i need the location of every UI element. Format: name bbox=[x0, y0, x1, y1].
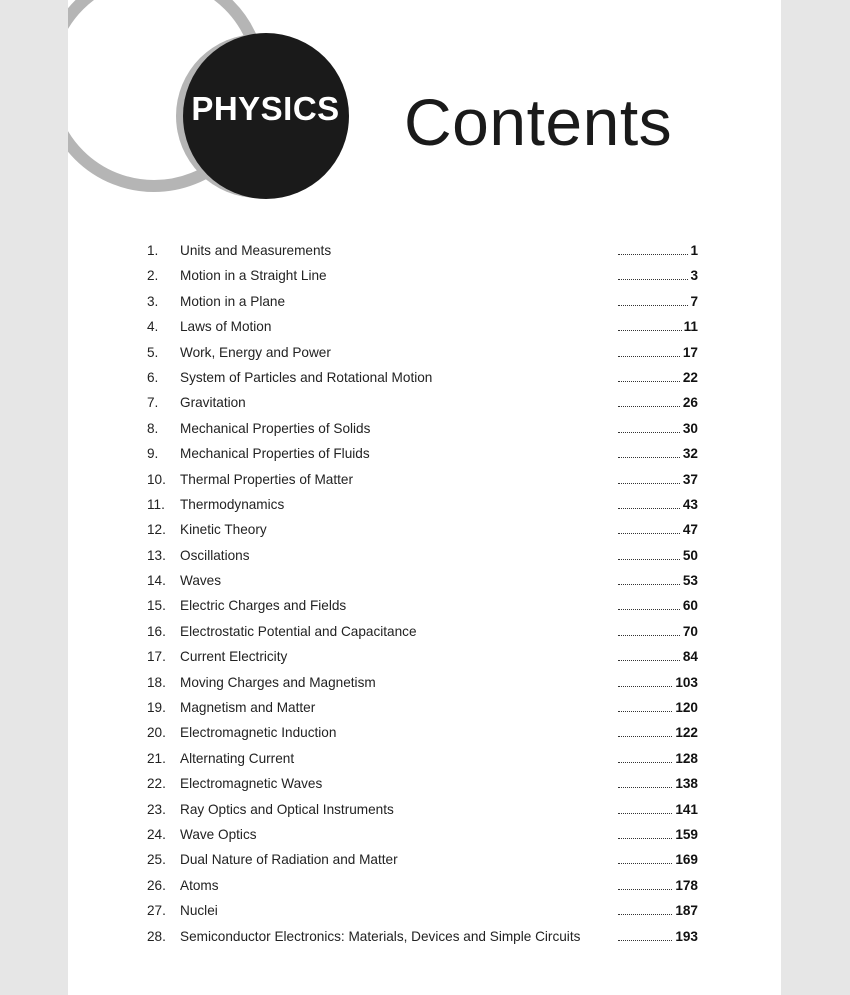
chapter-number: 3. bbox=[147, 293, 159, 309]
toc-entry[interactable] bbox=[68, 342, 781, 367]
chapter-title: Motion in a Plane bbox=[180, 293, 286, 309]
chapter-number: 20. bbox=[147, 725, 166, 741]
chapter-title: Thermal Properties of Matter bbox=[180, 471, 354, 487]
page-number: 128 bbox=[673, 748, 698, 769]
toc-entry[interactable] bbox=[68, 697, 781, 722]
chapter-title: Electric Charges and Fields bbox=[180, 598, 347, 614]
toc-entry[interactable] bbox=[68, 392, 781, 417]
chapter-number: 14. bbox=[147, 573, 166, 589]
chapter-number: 16. bbox=[147, 623, 166, 639]
page-number: 169 bbox=[673, 849, 698, 870]
page-number: 178 bbox=[673, 875, 698, 896]
chapter-number: 22. bbox=[147, 776, 166, 792]
chapter-number: 15. bbox=[147, 598, 166, 614]
chapter-number: 6. bbox=[147, 369, 159, 385]
page-number: 193 bbox=[673, 926, 698, 947]
toc-entry[interactable] bbox=[68, 494, 781, 519]
chapter-number: 1. bbox=[147, 243, 159, 258]
chapter-title: Moving Charges and Magnetism bbox=[180, 674, 376, 690]
chapter-number: 27. bbox=[147, 903, 166, 919]
chapter-title: System of Particles and Rotational Motion bbox=[180, 369, 433, 385]
chapter-number: 4. bbox=[147, 319, 159, 335]
chapter-title: Work, Energy and Power bbox=[180, 344, 331, 360]
page-number: 159 bbox=[673, 824, 698, 845]
page-number: 43 bbox=[681, 494, 698, 515]
page-number: 11 bbox=[682, 316, 698, 337]
page-number: 138 bbox=[673, 773, 698, 794]
chapter-number: 9. bbox=[147, 446, 159, 462]
chapter-number: 12. bbox=[147, 522, 166, 538]
chapter-title: Laws of Motion bbox=[180, 319, 272, 335]
toc-entry[interactable] bbox=[68, 469, 781, 494]
page-number: 103 bbox=[673, 672, 698, 693]
chapter-number: 24. bbox=[147, 826, 166, 842]
page-number: 53 bbox=[681, 570, 698, 591]
chapter-title: Kinetic Theory bbox=[180, 522, 267, 538]
chapter-number: 28. bbox=[147, 928, 166, 944]
table-of-contents bbox=[68, 240, 781, 951]
chapter-title: Waves bbox=[180, 573, 222, 589]
chapter-title: Current Electricity bbox=[180, 649, 288, 665]
page-number: 3 bbox=[688, 265, 698, 286]
toc-entry[interactable] bbox=[68, 672, 781, 697]
toc-entry[interactable] bbox=[68, 443, 781, 468]
chapter-number: 10. bbox=[147, 471, 166, 487]
page-number: 7 bbox=[688, 291, 698, 312]
toc-entry[interactable] bbox=[68, 722, 781, 747]
chapter-number: 23. bbox=[147, 801, 166, 817]
chapter-number: 13. bbox=[147, 547, 166, 563]
chapter-title: Semiconductor Electronics: Materials, Devices and Simple Circuits bbox=[180, 928, 581, 944]
page-title: Contents bbox=[404, 85, 673, 159]
chapter-number: 25. bbox=[147, 852, 166, 868]
book-page bbox=[68, 0, 781, 995]
chapter-number: 26. bbox=[147, 877, 166, 893]
page-number: 50 bbox=[681, 545, 698, 566]
page-number: 1 bbox=[688, 240, 698, 261]
chapter-title: Dual Nature of Radiation and Matter bbox=[180, 852, 398, 868]
chapter-title: Electromagnetic Induction bbox=[180, 725, 337, 741]
chapter-title: Magnetism and Matter bbox=[180, 700, 316, 716]
toc-entry[interactable] bbox=[68, 240, 781, 265]
chapter-title: Alternating Current bbox=[180, 750, 295, 766]
chapter-title: Mechanical Properties of Fluids bbox=[180, 446, 370, 462]
page-number: 22 bbox=[681, 367, 698, 388]
toc-entry[interactable] bbox=[68, 265, 781, 290]
toc-entry[interactable] bbox=[68, 748, 781, 773]
toc-entry[interactable] bbox=[68, 595, 781, 620]
toc-entry[interactable] bbox=[68, 799, 781, 824]
subject-label: PHYSICS bbox=[191, 90, 340, 127]
page-number: 37 bbox=[681, 469, 698, 490]
page-number: 187 bbox=[673, 900, 698, 921]
page-number: 26 bbox=[681, 392, 698, 413]
chapter-title: Nuclei bbox=[180, 903, 218, 919]
toc-entry[interactable] bbox=[68, 367, 781, 392]
chapter-number: 5. bbox=[147, 344, 159, 360]
page-number: 84 bbox=[681, 646, 698, 667]
chapter-title: Electromagnetic Waves bbox=[180, 776, 323, 792]
page-number: 60 bbox=[681, 595, 698, 616]
chapter-number: 17. bbox=[147, 649, 166, 665]
page-number: 122 bbox=[673, 722, 698, 743]
chapter-title: Mechanical Properties of Solids bbox=[180, 420, 371, 436]
toc-entry[interactable] bbox=[68, 545, 781, 570]
chapter-title: Ray Optics and Optical Instruments bbox=[180, 801, 394, 817]
chapter-number: 11. bbox=[147, 496, 165, 512]
dot-leader bbox=[618, 240, 698, 255]
dot-leader bbox=[618, 265, 698, 280]
toc-entry[interactable] bbox=[68, 646, 781, 671]
chapter-title: Motion in a Straight Line bbox=[180, 268, 327, 284]
page-number: 120 bbox=[673, 697, 698, 718]
chapter-title: Wave Optics bbox=[180, 826, 257, 842]
chapter-number: 8. bbox=[147, 420, 159, 436]
toc-entry[interactable] bbox=[68, 621, 781, 646]
page-number: 17 bbox=[681, 342, 698, 363]
chapter-title: Thermodynamics bbox=[180, 496, 285, 512]
toc-entry[interactable] bbox=[68, 291, 781, 316]
page-number: 30 bbox=[681, 418, 698, 439]
chapter-title: Gravitation bbox=[180, 395, 246, 411]
toc-entry[interactable] bbox=[68, 900, 781, 925]
dot-leader bbox=[618, 291, 698, 306]
chapter-number: 21. bbox=[147, 750, 166, 766]
toc-entry[interactable] bbox=[68, 926, 781, 951]
page-number: 32 bbox=[681, 443, 698, 464]
toc-entry[interactable] bbox=[68, 773, 781, 798]
chapter-title: Atoms bbox=[180, 877, 219, 893]
chapter-number: 2. bbox=[147, 268, 159, 284]
toc-entry[interactable] bbox=[68, 316, 781, 341]
chapter-number: 18. bbox=[147, 674, 166, 690]
chapter-number: 7. bbox=[147, 395, 159, 411]
page-number: 47 bbox=[681, 519, 698, 540]
toc-entry[interactable] bbox=[68, 824, 781, 849]
toc-entry[interactable] bbox=[68, 519, 781, 544]
toc-entry[interactable] bbox=[68, 875, 781, 900]
chapter-title: Oscillations bbox=[180, 547, 250, 563]
chapter-title: Electrostatic Potential and Capacitance bbox=[180, 623, 417, 639]
toc-entry[interactable] bbox=[68, 849, 781, 874]
chapter-number: 19. bbox=[147, 700, 166, 716]
toc-entry[interactable] bbox=[68, 418, 781, 443]
toc-entry[interactable] bbox=[68, 570, 781, 595]
page-number: 70 bbox=[681, 621, 698, 642]
chapter-title: Units and Measurements bbox=[180, 243, 332, 258]
page-number: 141 bbox=[673, 799, 698, 820]
